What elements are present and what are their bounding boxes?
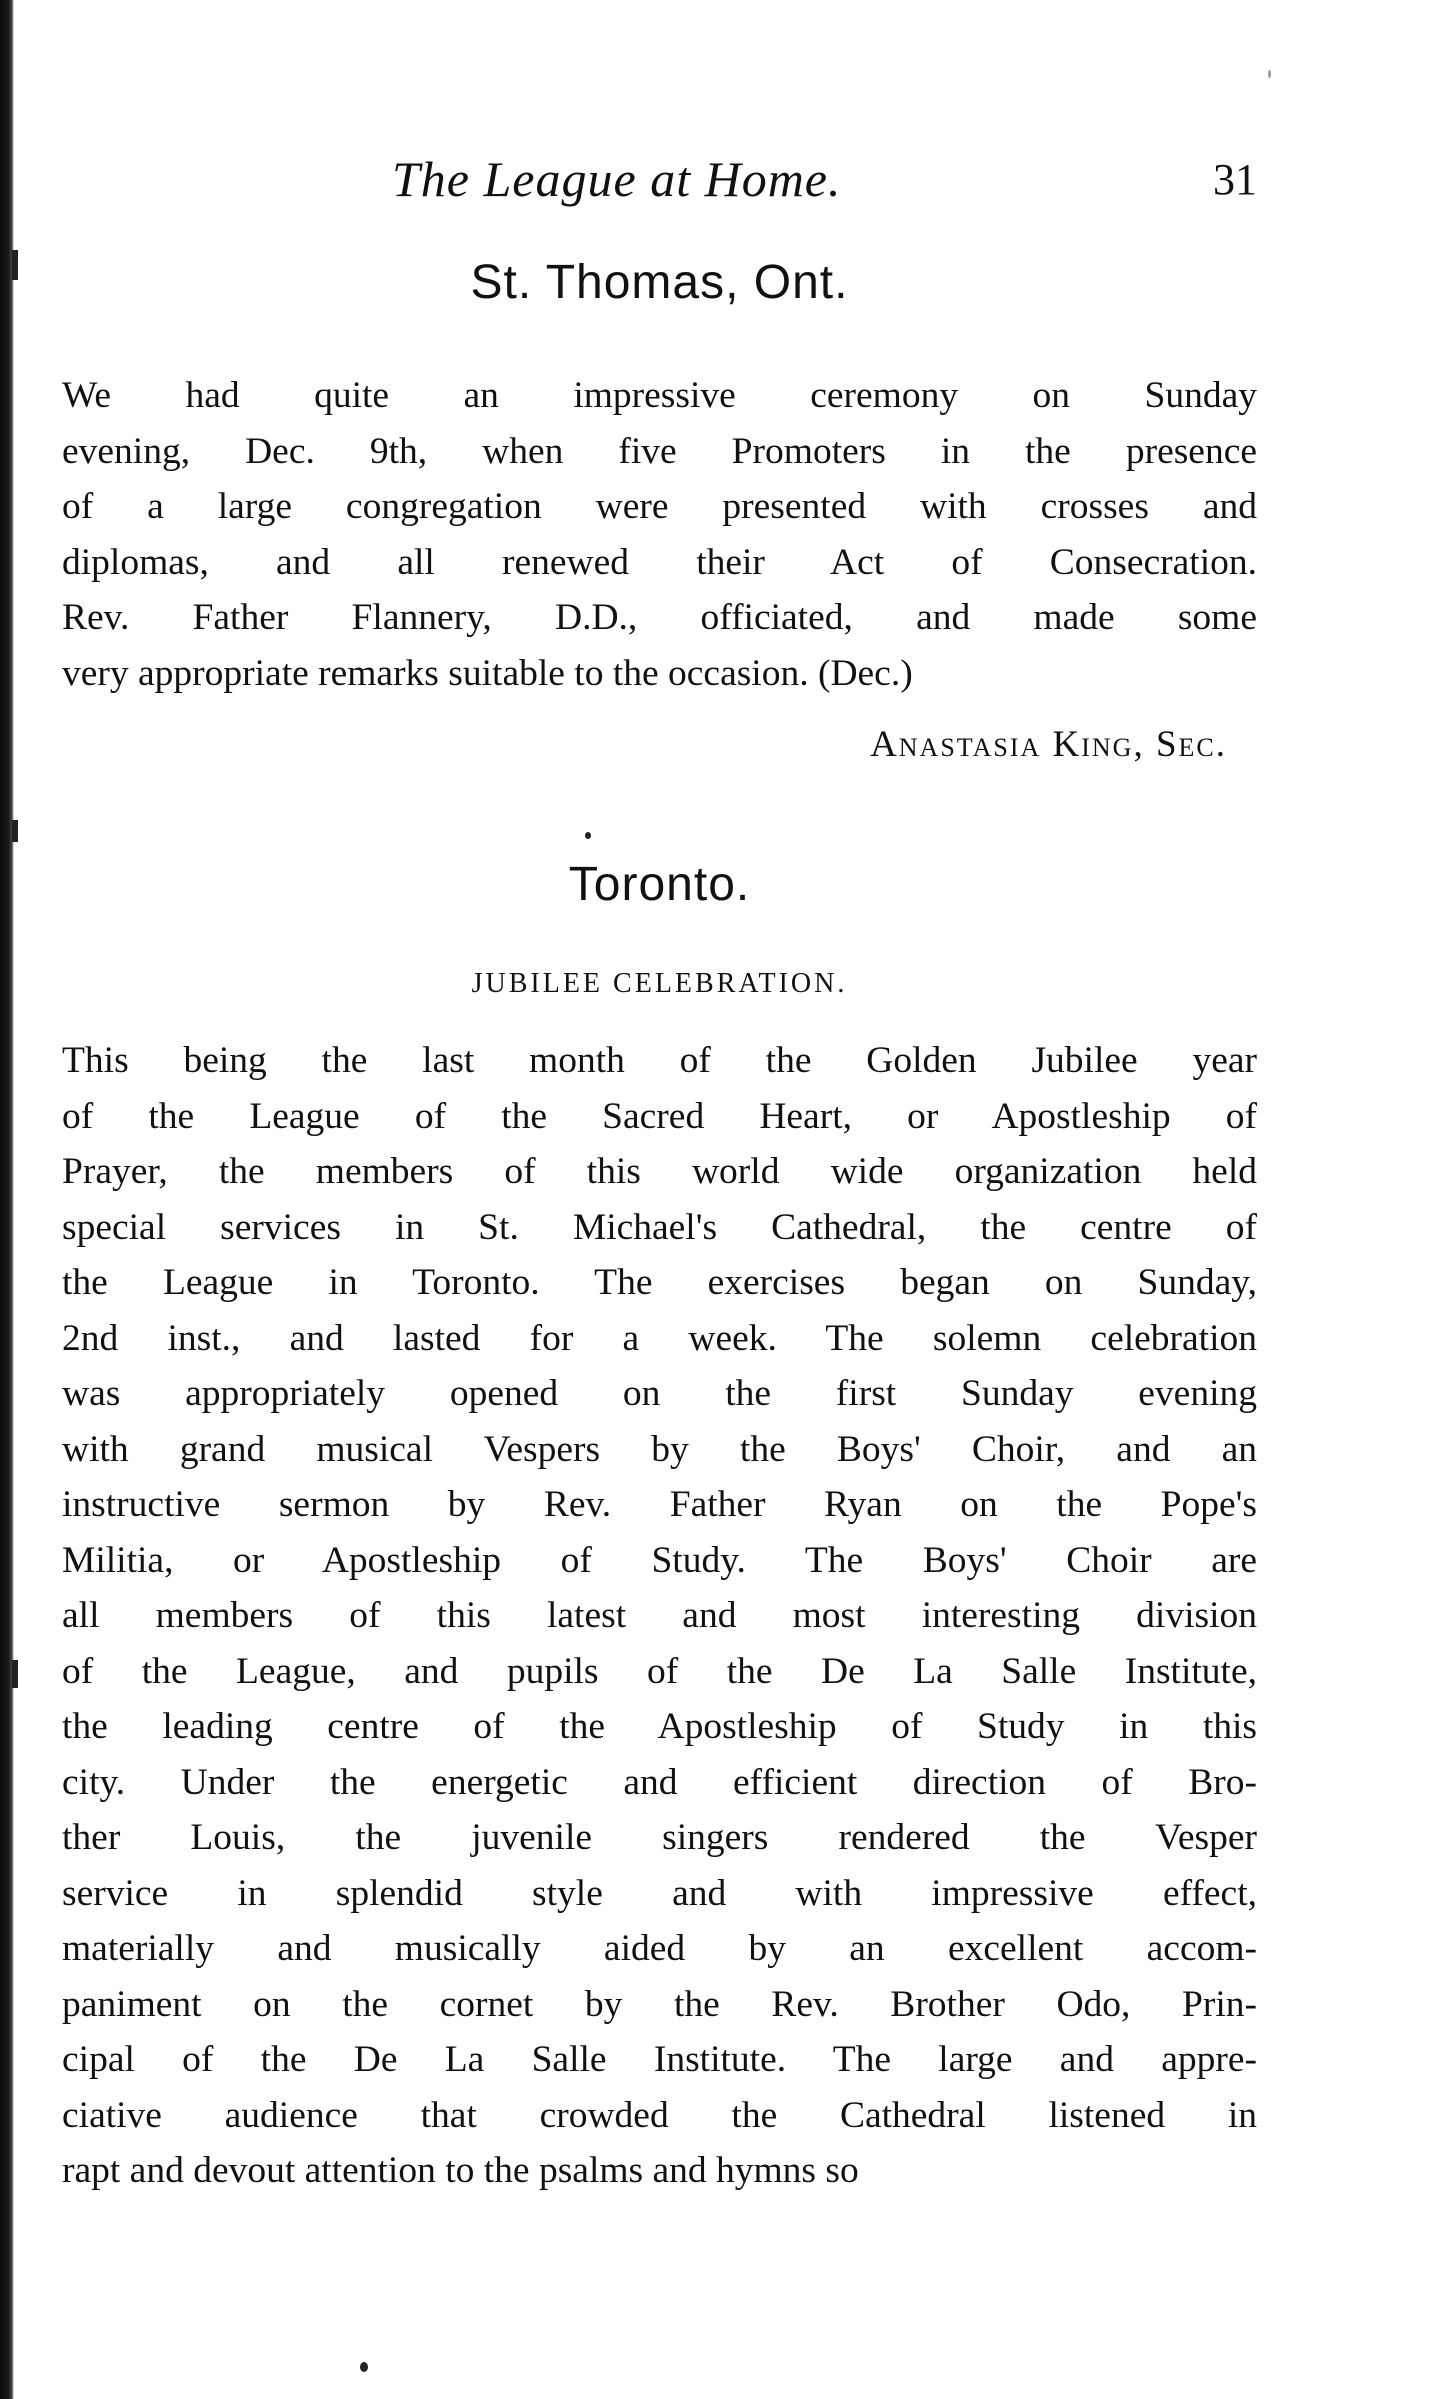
section-heading-st-thomas: St. Thomas, Ont. [470, 256, 849, 309]
text-line: service in splendid style and with impressive effect, [62, 1872, 1257, 1914]
text-line: evening, Dec. 9th, when five Promoters in the presence [62, 430, 1257, 472]
text-line: paniment on the cornet by the Rev. Brother Odo, Prin- [62, 1983, 1257, 2025]
text-line: ciative audience that crowded the Cathedral listened in [62, 2094, 1257, 2136]
subheading-jubilee: JUBILEE CELEBRATION. [471, 968, 848, 999]
spine-fleck [12, 820, 18, 842]
text-line: Rev. Father Flannery, D.D., officiated, and made some [62, 597, 1257, 638]
text-line: very appropriate remarks suitable to the occasion. (Dec.) [62, 652, 913, 694]
text-line: materially and musically aided by an excellent accom- [62, 1928, 1257, 1969]
text-line: Prayer, the members of this world wide organization held [62, 1151, 1257, 1192]
text-line: cipal of the De La Salle Institute. The large and appre- [62, 2039, 1257, 2080]
print-speck [1268, 70, 1271, 78]
text-line: ther Louis, the juvenile singers rendered the Vesper [62, 1817, 1257, 1858]
text-line: 2nd inst., and lasted for a week. The solemn celebration [62, 1317, 1257, 1359]
text-line: diplomas, and all renewed their Act of Consecration. [62, 541, 1257, 583]
paragraph-st-thomas [62, 368, 1257, 701]
text-line: of the League of the Sacred Heart, or Apostleship of [62, 1095, 1257, 1137]
running-title: The League at Home. [392, 151, 842, 207]
text-line: all members of this latest and most interesting division [62, 1595, 1257, 1636]
spine-fleck [12, 1660, 18, 1688]
text-line: of the League, and pupils of the De La Salle Institute, [62, 1650, 1257, 1692]
print-speck [360, 2362, 368, 2372]
page-number: 31 [1213, 155, 1257, 204]
text-line: the League in Toronto. The exercises began on Sunday, [62, 1262, 1257, 1303]
text-line: Militia, or Apostleship of Study. The Boys' Choir are [62, 1539, 1257, 1581]
section-heading-toronto: Toronto. [568, 858, 751, 911]
signature-line: Anastasia King, Sec. [870, 724, 1227, 765]
print-speck [585, 832, 591, 839]
text-line: was appropriately opened on the first Sunday evening [62, 1373, 1257, 1414]
spine-fleck [12, 250, 18, 280]
book-spine-shadow [0, 0, 14, 2399]
running-head [62, 150, 1257, 210]
text-line: rapt and devout attention to the psalms and hymns so [62, 2150, 859, 2191]
text-line: We had quite an impressive ceremony on Sunday [62, 375, 1257, 416]
paragraph-toronto [62, 1033, 1257, 2199]
text-line: special services in St. Michael's Cathedral, the centre of [62, 1206, 1257, 1248]
text-line: instructive sermon by Rev. Father Ryan on the Pope's [62, 1484, 1257, 1525]
text-line: the leading centre of the Apostleship of Study in this [62, 1706, 1257, 1747]
text-line: with grand musical Vespers by the Boys' Choir, and an [62, 1428, 1257, 1470]
text-line: This being the last month of the Golden Jubilee year [62, 1040, 1257, 1081]
text-line: of a large congregation were presented with crosses and [62, 486, 1257, 527]
text-line: city. Under the energetic and efficient direction of Bro- [62, 1761, 1257, 1803]
